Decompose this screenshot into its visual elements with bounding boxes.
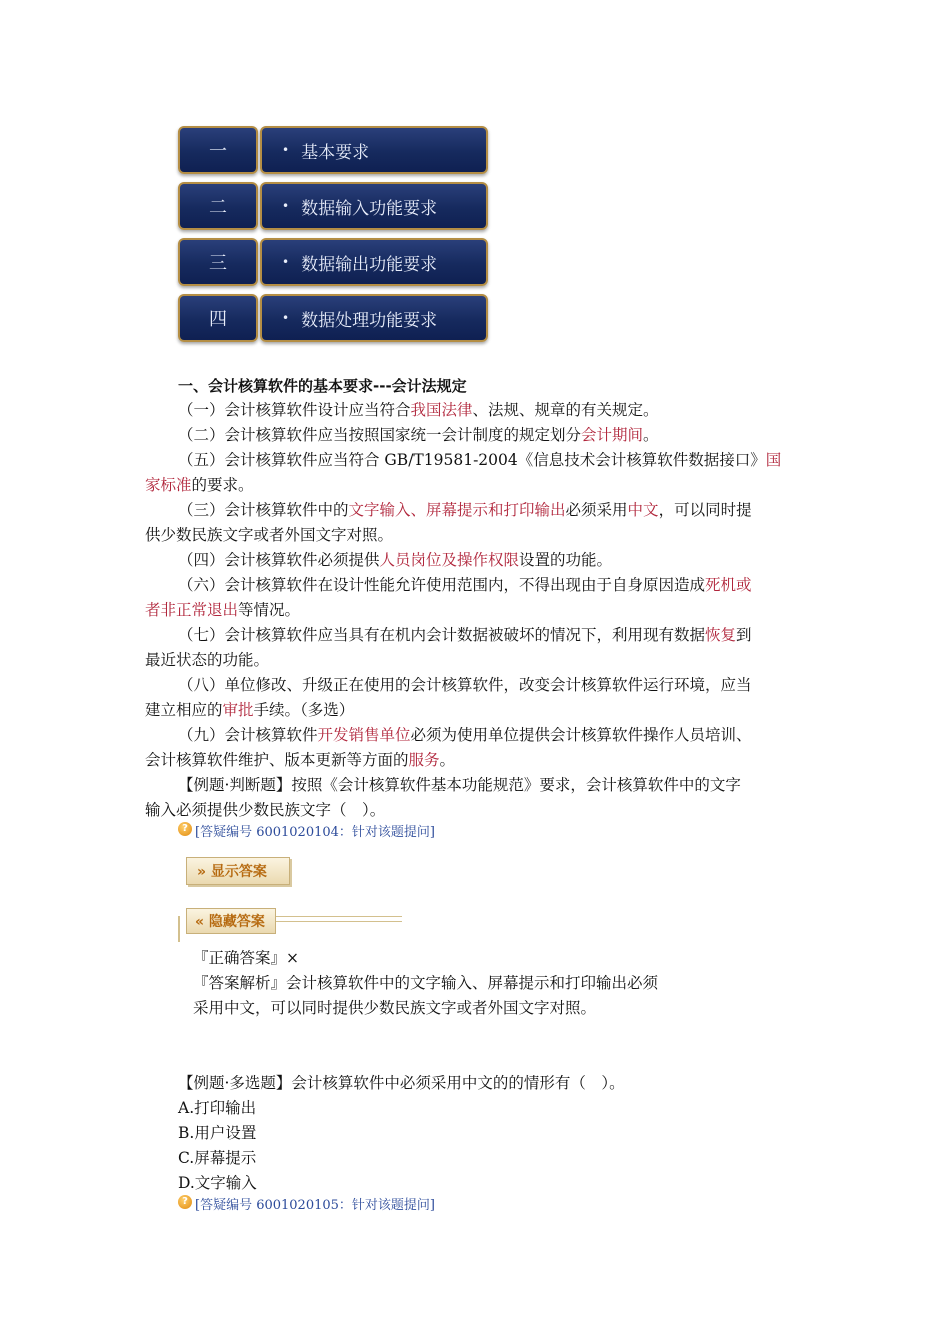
text: （六）会计核算软件在设计性能允许使用范围内，不得出现由于自身原因造成 [178, 576, 706, 594]
text: （七）会计核算软件应当具有在机内会计数据被破坏的情况下，利用现有数据 [178, 626, 706, 644]
text: 必须为使用单位提供会计核算软件操作人员培训、 [410, 726, 752, 744]
menu-number: 三 [178, 238, 258, 286]
text: （九）会计核算软件 [178, 726, 318, 744]
paragraph-2 [178, 423, 659, 448]
section-heading: 一、会计核算软件的基本要求---会计法规定 [178, 377, 467, 395]
text: （四）会计核算软件必须提供 [178, 551, 380, 569]
paragraph-3 [178, 448, 781, 473]
highlight: 文字输入、屏幕提示和打印输出 [348, 501, 566, 519]
highlight: 开发销售单位 [317, 726, 411, 744]
option-d: D.文字输入 [178, 1174, 257, 1192]
divider [276, 921, 402, 922]
menu-label-box [260, 126, 488, 174]
text: 到 [736, 626, 752, 644]
divider [276, 916, 402, 917]
menu-label: 基本要求 [301, 142, 370, 163]
ask-question-link[interactable]: [答疑编号 6001020104：针对该题提问] [195, 825, 435, 840]
question-1-line-1: 【例题·判断题】按照《会计核算软件基本功能规范》要求，会计核算软件中的文字 [178, 776, 741, 794]
highlight: 我国法律 [410, 401, 473, 419]
paragraph-4-cont: 供少数民族文字或者外国文字对照。 [145, 526, 394, 544]
section-menu [178, 126, 490, 350]
divider [178, 916, 180, 942]
text: 手续。（多选） [253, 701, 355, 719]
menu-label: 数据输入功能要求 [301, 198, 438, 219]
text: （三）会计核算软件中的 [178, 501, 349, 519]
paragraph-7-cont: 最近状态的功能。 [145, 651, 270, 669]
text: ，可以同时提 [658, 501, 752, 519]
highlight: 者非正常退出 [145, 601, 239, 619]
paragraph-5 [178, 548, 612, 573]
paragraph-6 [178, 573, 752, 598]
bullet-icon: • [282, 255, 290, 269]
text: 设置的功能。 [519, 551, 613, 569]
menu-label: 数据输出功能要求 [301, 254, 438, 275]
text: 、法规、规章的有关规定。 [472, 401, 659, 419]
highlight: 审批 [222, 701, 254, 719]
question-2: 【例题·多选题】会计核算软件中必须采用中文的的情形有（ ）。 [178, 1074, 625, 1092]
menu-number: 四 [178, 294, 258, 342]
correct-answer: 『正确答案』× [193, 949, 299, 967]
option-b: B.用户设置 [178, 1124, 257, 1142]
text: 建立相应的 [145, 701, 223, 719]
highlight: 会计期间 [581, 426, 644, 444]
hide-answer-bar [178, 906, 404, 942]
show-answer-button[interactable]: » 显示答案 [186, 857, 290, 885]
menu-number: 一 [178, 126, 258, 174]
ask-question-link[interactable]: [答疑编号 6001020105：针对该题提问] [195, 1198, 435, 1213]
bullet-icon: • [282, 311, 290, 325]
highlight: 人员岗位及操作权限 [379, 551, 520, 569]
paragraph-3-cont [145, 473, 254, 498]
answer-explanation-1: 『答案解析』会计核算软件中的文字输入、屏幕提示和打印输出必须 [193, 974, 659, 992]
highlight: 死机或 [705, 576, 752, 594]
paragraph-8-cont [145, 698, 354, 723]
paragraph-9-cont [145, 748, 455, 773]
menu-item-2[interactable] [178, 182, 490, 232]
text: 必须采用 [565, 501, 628, 519]
question-icon: ? [178, 822, 192, 836]
highlight: 服务 [408, 751, 440, 769]
menu-label-box [260, 238, 488, 286]
highlight: 国 [765, 451, 782, 469]
option-c: C.屏幕提示 [178, 1149, 257, 1167]
text: 。 [643, 426, 659, 444]
highlight: 家标准 [145, 476, 192, 494]
menu-label-box [260, 182, 488, 230]
bullet-icon: • [282, 199, 290, 213]
text: （一）会计核算软件设计应当符合 [178, 401, 411, 419]
menu-item-4[interactable] [178, 294, 490, 344]
option-a: A.打印输出 [178, 1099, 257, 1117]
menu-number: 二 [178, 182, 258, 230]
question-1-line-2: 输入必须提供少数民族文字（ ）。 [145, 801, 386, 819]
paragraph-9 [178, 723, 752, 748]
answer-explanation-2: 采用中文，可以同时提供少数民族文字或者外国文字对照。 [193, 999, 597, 1017]
paragraph-4 [178, 498, 752, 523]
highlight: 恢复 [705, 626, 737, 644]
question-icon: ? [178, 1195, 192, 1209]
text: 会计核算软件维护、版本更新等方面的 [145, 751, 409, 769]
text: （二）会计核算软件应当按照国家统一会计制度的规定划分 [178, 426, 582, 444]
paragraph-8: （八）单位修改、升级正在使用的会计核算软件，改变会计核算软件运行环境，应当 [178, 676, 752, 694]
menu-item-3[interactable] [178, 238, 490, 288]
menu-label: 数据处理功能要求 [301, 310, 438, 331]
paragraph-1 [178, 398, 659, 423]
menu-item-1[interactable] [178, 126, 490, 176]
highlight: 中文 [627, 501, 659, 519]
menu-label-box [260, 294, 488, 342]
text: 等情况。 [238, 601, 301, 619]
text: （五）会计核算软件应当符合 GB/T19581-2004《信息技术会计核算软件数据接口》 [178, 451, 766, 469]
paragraph-7 [178, 623, 752, 648]
text: 的要求。 [191, 476, 254, 494]
bullet-icon: • [282, 143, 290, 157]
text: 。 [439, 751, 456, 769]
hide-answer-button[interactable]: « 隐藏答案 [186, 908, 276, 934]
paragraph-6-cont [145, 598, 300, 623]
